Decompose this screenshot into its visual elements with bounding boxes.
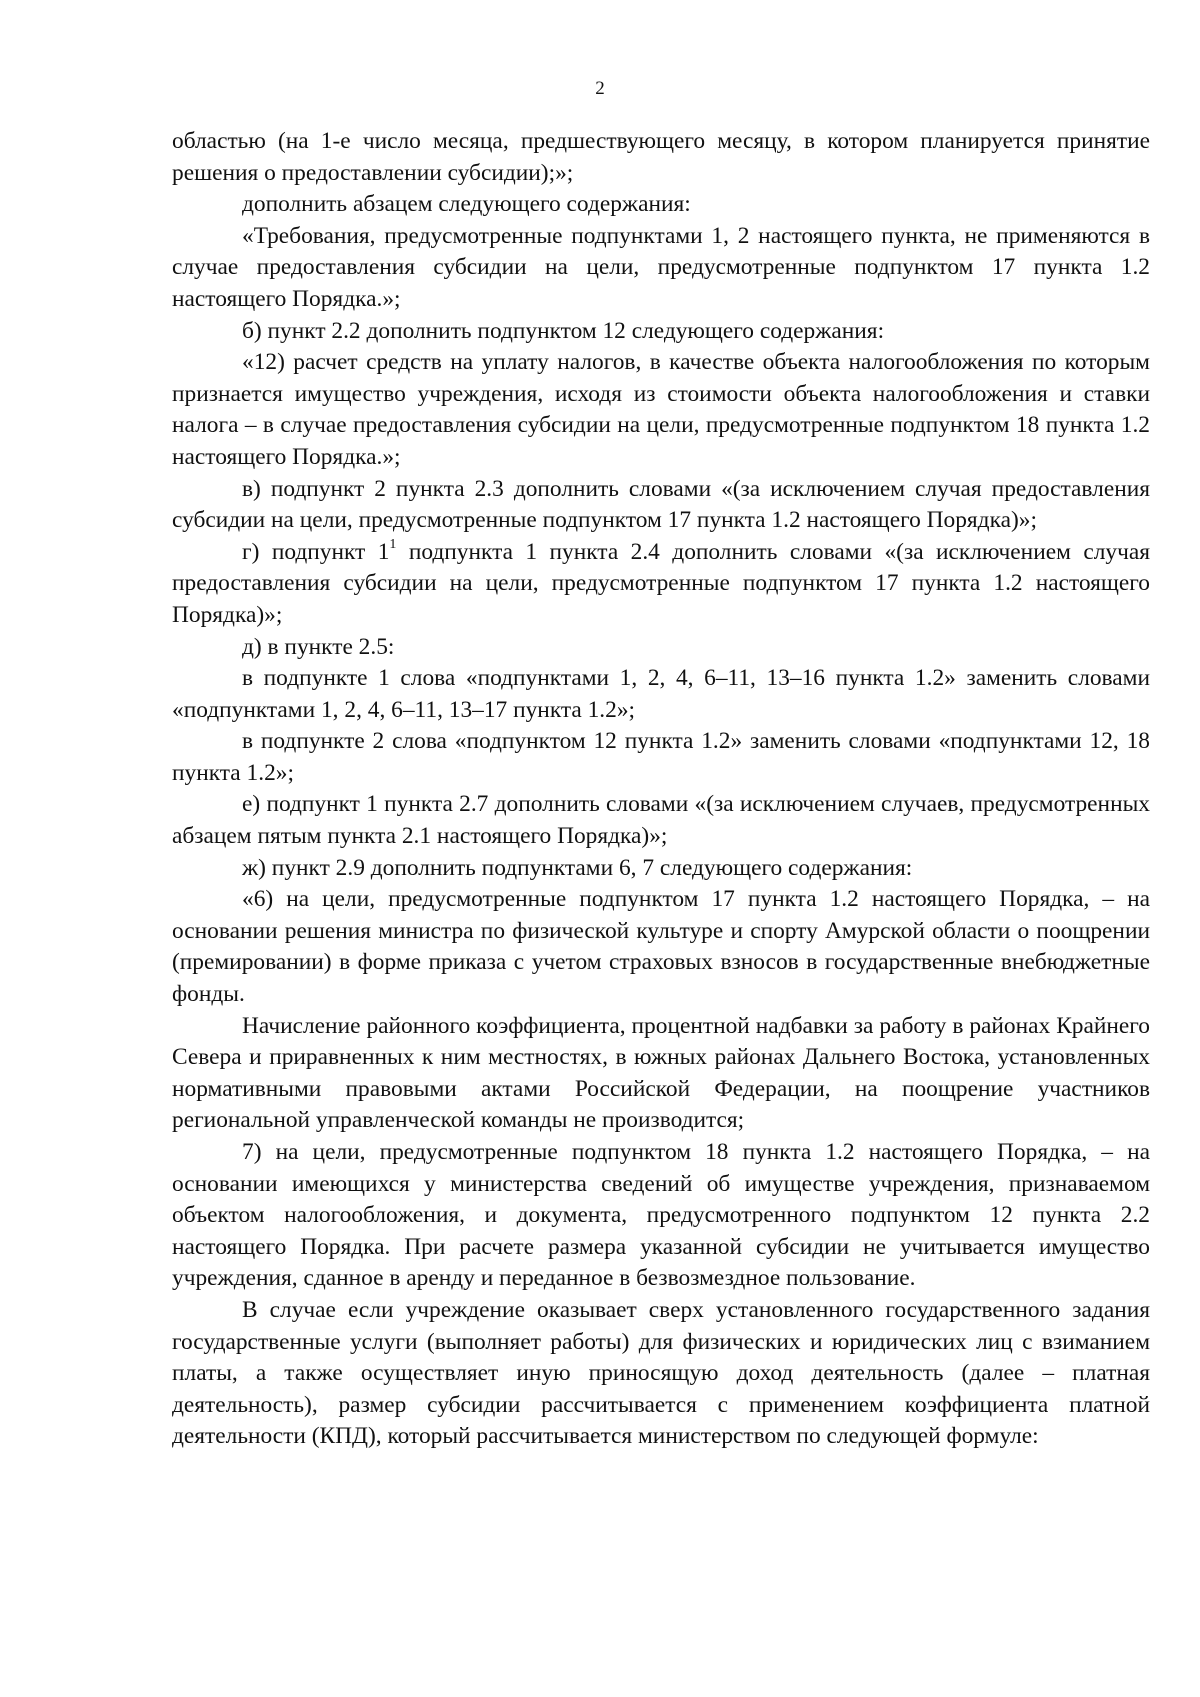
paragraph-text-start: г) подпункт 1 (242, 538, 390, 565)
paragraph: дополнить абзацем следующего содержания: (242, 191, 691, 218)
paragraph: Начисление районного коэффициента, процентной надбавки за работу в районах Крайнего Севера и приравненных к ним местностях, в южных районах Дальнего Востока, установленных нормативными правовыми актами Российской Федерации, на поощрение участников региональной управленческой команды не производится; (172, 1012, 1150, 1134)
paragraph: д) в пункте 2.5: (242, 633, 395, 660)
document-body (172, 126, 1150, 1453)
paragraph: «Требования, предусмотренные подпунктами 1, 2 настоящего пункта, не применяются в случае предоставления субсидии на цели, предусмотренные подпунктом 17 пункта 1.2 настоящего Порядка.»; (172, 222, 1150, 312)
paragraph: ж) пункт 2.9 дополнить подпунктами 6, 7 следующего содержания: (242, 854, 913, 881)
paragraph-text-end: подпункта 1 пункта 2.4 дополнить словами «(за исключением случая предоставления субсидии на цели, предусмотренные подпунктом 17 пункта 1.2 настоящего Порядка)»; (172, 538, 1150, 628)
page-number: 2 (595, 78, 605, 99)
paragraph: в подпункте 1 слова «подпунктами 1, 2, 4, 6–11, 13–16 пункта 1.2» заменить словами «подпунктами 1, 2, 4, 6–11, 13–17 пункта 1.2»; (172, 665, 1150, 723)
paragraph: в подпункте 2 слова «подпунктом 12 пункта 1.2» заменить словами «подпунктами 12, 18 пункта 1.2»; (172, 728, 1150, 786)
paragraph (172, 537, 1150, 632)
paragraph: в) подпункт 2 пункта 2.3 дополнить словами «(за исключением случая предоставления субсидии на цели, предусмотренные подпунктом 17 пункта 1.2 настоящего Порядка)»; (172, 475, 1150, 534)
paragraph: 7) на цели, предусмотренные подпунктом 18 пункта 1.2 настоящего Порядка, – на основании имеющихся у министерства сведений об имуществе учреждения, признаваемом объектом налогообложения, и документа, предусмотренного подпунктом 12 пункта 2.2 настоящего Порядка. При расчете размера указанной субсидии не учитывается имущество учреждения, сданное в аренду и переданное в безвозмездное пользование. (172, 1139, 1150, 1292)
paragraph: е) подпункт 1 пункта 2.7 дополнить словами «(за исключением случаев, предусмотренных абзацем пятым пункта 2.1 настоящего Порядка)»; (172, 791, 1150, 850)
paragraph: «12) расчет средств на уплату налогов, в качестве объекта налогообложения по которым признается имущество учреждения, исходя из стоимости объекта налогообложения и ставки налога – в случае предоставления субсидии на цели, предусмотренные подпунктом 18 пункта 1.2 настоящего Порядка.»; (172, 349, 1150, 470)
paragraph: областью (на 1-е число месяца, предшествующего месяцу, в котором планируется принятие решения о предоставлении субсидии);»; (172, 128, 1150, 186)
superscript: 1 (389, 536, 397, 552)
paragraph: «6) на цели, предусмотренные подпунктом 17 пункта 1.2 настоящего Порядка, – на основании решения министра по физической культуре и спорту Амурской области о поощрении (премировании) в форме приказа с учетом страховых взносов в государственные внебюджетные фонды. (172, 886, 1150, 1008)
paragraph: В случае если учреждение оказывает сверх установленного государственного задания государственные услуги (выполняет работы) для физических и юридических лиц с взиманием платы, а также осуществляет иную приносящую доход деятельность (далее – платная деятельность), размер субсидии рассчитывается с применением коэффициента платной деятельности (КПД), который рассчитывается министерством по следующей формуле: (172, 1296, 1150, 1450)
paragraph: б) пункт 2.2 дополнить подпунктом 12 следующего содержания: (242, 317, 885, 344)
